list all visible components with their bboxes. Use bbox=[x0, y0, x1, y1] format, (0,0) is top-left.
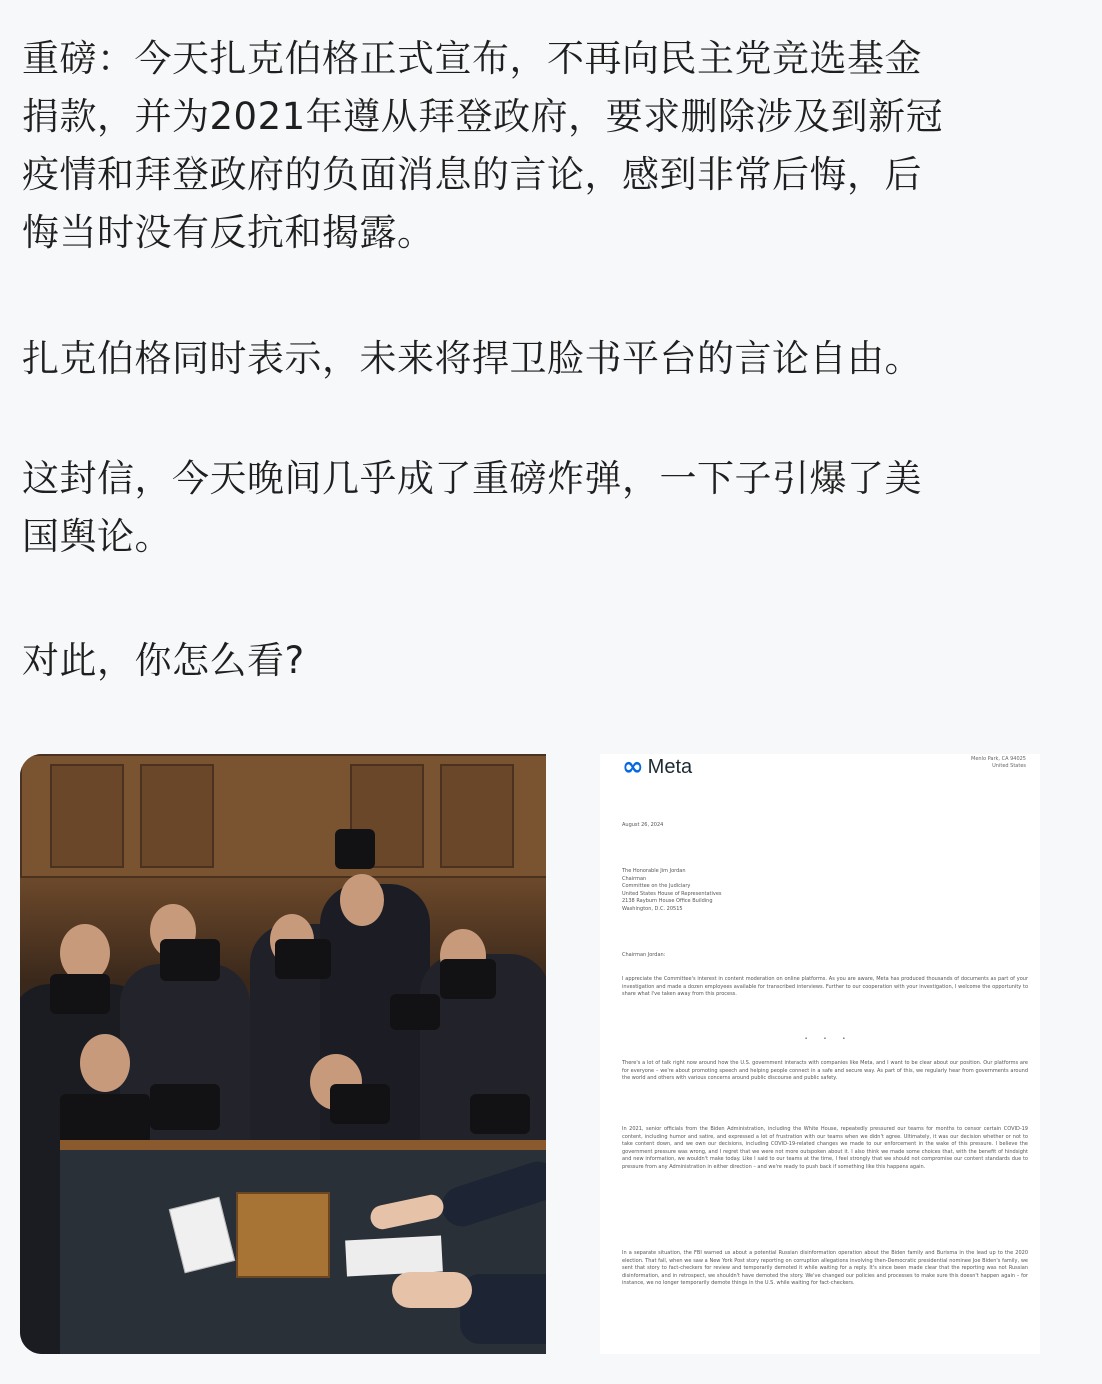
letter-separator: • • • bbox=[804, 1036, 846, 1042]
meta-letter-image[interactable] bbox=[600, 754, 1040, 1354]
post-text-paragraph-2: 扎克伯格同时表示，未来将捍卫脸书平台的言论自由。 bbox=[22, 337, 922, 380]
camera-icon bbox=[330, 1084, 390, 1124]
wood-wall-panel bbox=[50, 764, 124, 868]
post-text-paragraph-1: 重磅：今天扎克伯格正式宣布，不再向民主党竞选基金 捐款，并为2021年遵从拜登政府，要求删除涉及到新冠 疫情和拜登政府的负面消息的言论，感到非常后悔，后 悔当时没有反抗和揭露。 bbox=[22, 37, 944, 254]
letter-paragraph-4: In a separate situation, the FBI warned us about a potential Russian disinformation operation about the Biden family and Burisma in the lead up to the 2020 election. That fall, when we saw a New York Post story reporting on corruption allegations involving then-Democratic presidential nominee Joe Biden's family, we sent that story to fact-checkers for review and temporarily demoted it while waiting for a reply. It's since been made clear that the reporting was not Russian disinformation, and in retrospect, we shouldn't have demoted the story. We've changed our policies and processes to make sure this doesn't happen again – for instance, we no longer temporarily demote things in the U.S. while waiting for fact-checkers. bbox=[622, 1250, 1030, 1287]
letter-paragraph-2: There's a lot of talk right now around how the U.S. government interacts with companies like Meta, and I want to be clear about our position. Our platforms are for everyone – we're about promoting speech and helping people connect in a safe and secure way. As part of this, we regularly hear from governments around the world and others with various concerns around public discourse and public safety. bbox=[622, 1060, 1030, 1082]
letter-paragraph-1: I appreciate the Committee's interest in content moderation on online platforms. As you are aware, Meta has produced thousands of documents as part of your investigation and made a dozen employees available for transcribed interviews. Further to our cooperation with your investigation, I welcome the opportunity to share what I've taken away from this process. bbox=[622, 976, 1030, 998]
camera-icon bbox=[160, 939, 220, 981]
hearing-photo[interactable] bbox=[20, 754, 546, 1354]
letter-salutation: Chairman Jordan: bbox=[622, 952, 666, 958]
microphone-box bbox=[236, 1192, 330, 1278]
camera-icon bbox=[60, 1094, 150, 1144]
letter-recipient: The Honorable Jim Jordan Chairman Committee on the Judiciary United States House of Representatives 2138 Rayburn House Office Building Washington, D.C. 20515 bbox=[622, 868, 722, 912]
meta-wordmark: Meta bbox=[647, 755, 693, 778]
witness-arm bbox=[460, 1274, 546, 1344]
paper-sheet bbox=[345, 1236, 443, 1277]
post-text-paragraph-3: 这封信，今天晚间几乎成了重磅炸弹，一下子引爆了美 国舆论。 bbox=[22, 457, 922, 558]
witness-hand bbox=[392, 1272, 472, 1308]
photographer-head bbox=[340, 874, 384, 926]
post-text-paragraph-4: 对此，你怎么看? bbox=[22, 639, 305, 682]
camera-icon bbox=[275, 939, 331, 979]
camera-icon bbox=[150, 1084, 220, 1130]
wood-wall-panel bbox=[140, 764, 214, 868]
camera-icon bbox=[470, 1094, 530, 1134]
meta-infinity-icon: ∞ bbox=[622, 754, 644, 782]
meta-logo bbox=[622, 754, 692, 780]
letter-paragraph-3: In 2021, senior officials from the Biden Administration, including the White House, repeatedly pressured our teams for months to censor certain COVID-19 content, including humor and satire, and expressed a lot of frustration with our teams when we didn't agree. Ultimately, it was our decision whether or not to take content down, and we own our decisions, including COVID-19-related changes we made to our enforcement in the wake of this pressure. I believe the government pressure was wrong, and I regret that we were not more outspoken about it. I also think we made some choices that, with the benefit of hindsight and new information, we wouldn't make today. Like I said to our teams at the time, I feel strongly that we should not compromise our content standards due to pressure from any Administration in either direction – and we're ready to push back if something like this happens again. bbox=[622, 1126, 1030, 1170]
camera-icon bbox=[390, 994, 440, 1030]
letter-address: Menlo Park, CA 94025 United States bbox=[971, 756, 1026, 769]
camera-icon bbox=[440, 959, 496, 999]
camera-icon bbox=[50, 974, 110, 1014]
wood-wall-panel bbox=[440, 764, 514, 868]
camera-icon bbox=[335, 829, 375, 869]
photographer-head bbox=[80, 1034, 130, 1092]
letter-date: August 26, 2024 bbox=[622, 822, 664, 828]
